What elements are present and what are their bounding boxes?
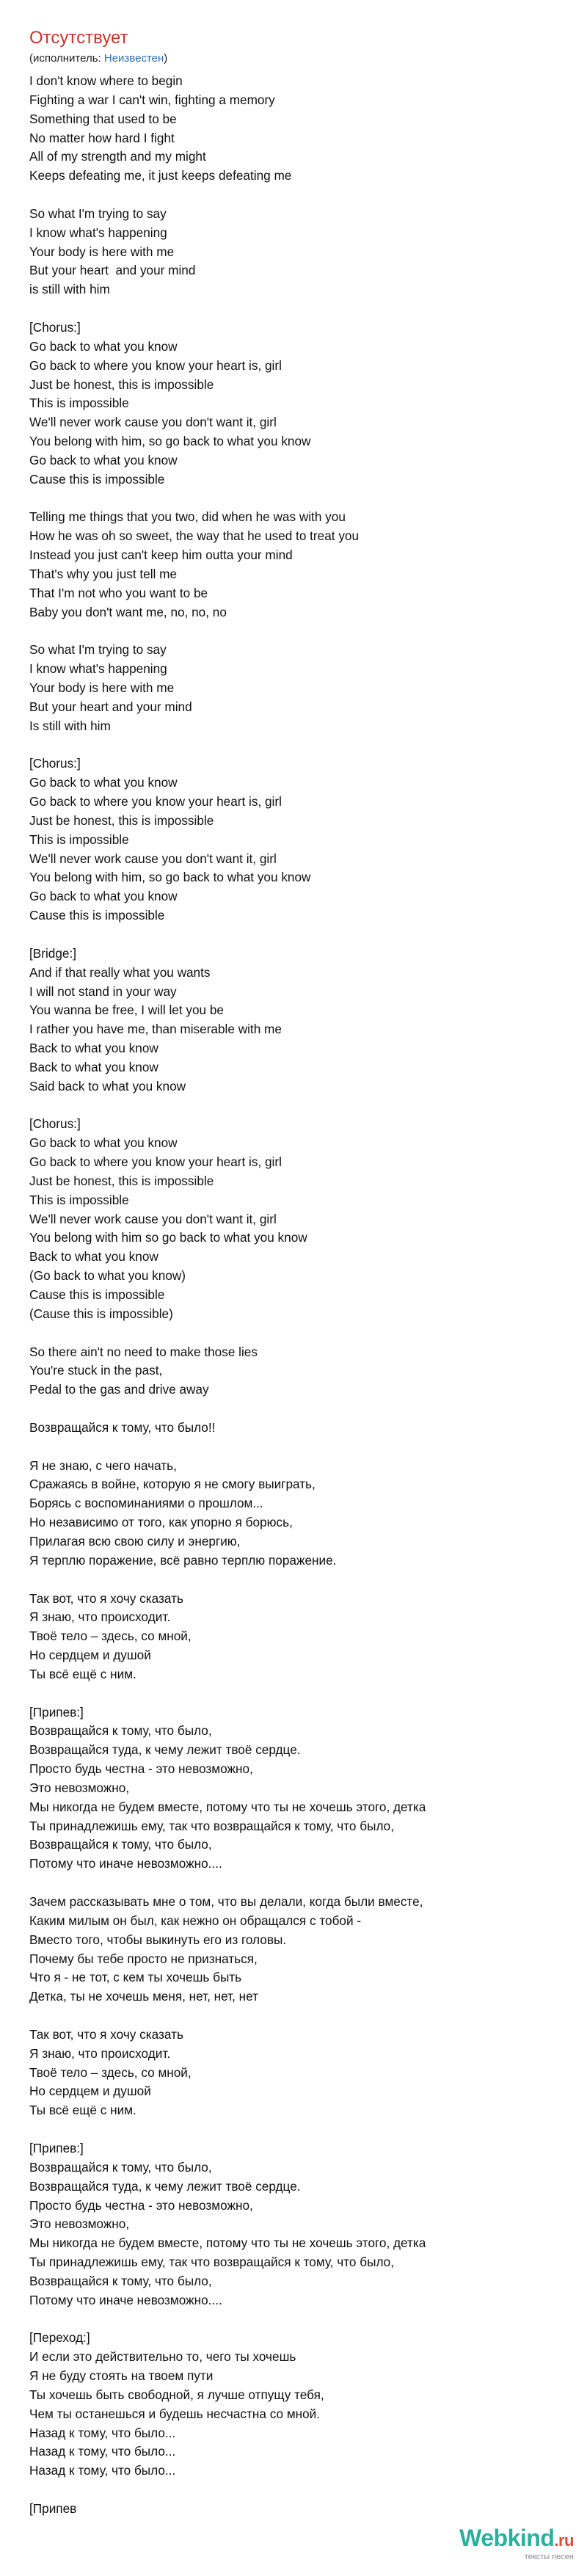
lyric-line: Go back to what you know: [29, 775, 178, 790]
lyric-line: I rather you have me, than miserable with me: [29, 1022, 282, 1037]
lyric-line: Ты всё ещё с ним.: [29, 1666, 136, 1681]
lyric-line: Так вот, что я хочу сказать: [29, 1590, 183, 1606]
stanza-break: [29, 299, 558, 319]
lyric-line: Возвращайся к тому, что было,: [29, 2273, 212, 2288]
lyric-line: You belong with him, so go back to what you know: [29, 870, 311, 885]
lyric-line: So what I'm trying to say: [29, 205, 167, 221]
lyric-line: This is impossible: [29, 832, 129, 847]
lyric-line: Baby you don't want me, no, no, no: [29, 604, 227, 619]
lyrics-text: [29, 72, 558, 2519]
lyric-line: Go back to where you know your heart is, girl: [29, 794, 282, 809]
lyric-line: [Chorus:]: [29, 1116, 81, 1132]
lyric-line: Go back to where you know your heart is, girl: [29, 357, 282, 373]
lyric-line: You belong with him so go back to what you know: [29, 1230, 307, 1245]
lyric-line: That's why you just tell me: [29, 566, 178, 581]
lyric-line: Pedal to the gas and drive away: [29, 1382, 209, 1397]
lyric-line: I know what's happening: [29, 661, 167, 677]
artist-prefix: (исполнитель:: [29, 52, 104, 65]
lyric-line: [Припев:]: [29, 2140, 84, 2155]
lyric-line: All of my strength and my might: [29, 149, 206, 164]
lyric-line: Go back to what you know: [29, 452, 178, 467]
lyric-line: [Chorus:]: [29, 756, 81, 771]
lyric-line: Твоё тело – здесь, со мной,: [29, 1629, 192, 1644]
lyric-line: Back to what you know: [29, 1041, 158, 1056]
lyric-line: Чем ты останешься и будешь несчастна со мной.: [29, 2406, 321, 2421]
lyric-line: Что я - не тот, с кем ты хочешь быть: [29, 1970, 242, 1985]
lyric-line: [Припев:]: [29, 1704, 84, 1720]
lyric-line: [Переход:]: [29, 2330, 90, 2346]
lyric-line: Я терплю поражение, всё равно терплю поражение.: [29, 1552, 337, 1568]
lyric-line: We'll never work cause you don't want it, girl: [29, 851, 277, 866]
stanza-break: [29, 2120, 558, 2139]
lyric-line: Is still with him: [29, 718, 111, 733]
lyric-line: But your heart and your mind: [29, 263, 196, 278]
lyric-line: I will not stand in your way: [29, 983, 177, 999]
lyric-line: You're stuck in the past,: [29, 1363, 163, 1378]
lyric-line: We'll never work cause you don't want it, girl: [29, 415, 277, 430]
lyric-line: How he was oh so sweet, the way that he used to treat you: [29, 528, 360, 544]
artist-line: [29, 52, 167, 65]
lyric-line: Зачем рассказывать мне о том, что вы делали, когда были вместе,: [29, 1894, 423, 1909]
lyric-line: Мы никогда не будем вместе, потому что ты не хочешь этого, детка: [29, 1799, 426, 1814]
lyric-line: И если это действительно то, чего ты хочешь: [29, 2349, 296, 2365]
lyric-line: Я знаю, что происходит.: [29, 2045, 171, 2061]
lyric-line: Back to what you know: [29, 1059, 158, 1074]
lyric-line: Но сердцем и душой: [29, 1648, 151, 1663]
lyric-line: Cause this is impossible: [29, 908, 165, 923]
stanza-break: [29, 1571, 558, 1590]
lyric-line: Go back to what you know: [29, 1135, 178, 1151]
lyric-line: I know what's happening: [29, 225, 167, 240]
lyric-line: Назад к тому, что было...: [29, 2425, 176, 2440]
lyric-line: Возвращайся к тому, что было,: [29, 2159, 212, 2175]
lyric-line: Это невозможно,: [29, 1780, 130, 1795]
lyric-line: This is impossible: [29, 1192, 129, 1207]
lyric-line: Просто будь честна - это невозможно,: [29, 2197, 253, 2213]
lyric-line: Instead you just can't keep him outta your mind: [29, 547, 293, 563]
lyric-line: [Chorus:]: [29, 319, 81, 335]
logo-tld: .ru: [554, 2531, 574, 2550]
lyric-line: [Bridge:]: [29, 945, 77, 961]
lyric-line: Just be honest, this is impossible: [29, 376, 214, 392]
lyric-line: Я знаю, что происходит.: [29, 1609, 171, 1625]
artist-link[interactable]: Неизвестен: [103, 52, 164, 65]
lyric-line: Ты принадлежишь ему, так что возвращайся к тому, что было,: [29, 2255, 395, 2270]
lyric-line: So there ain't no need to make those lies: [29, 1344, 258, 1359]
lyric-line: Это невозможно,: [29, 2216, 130, 2232]
lyric-line: (Cause this is impossible): [29, 1306, 173, 1321]
lyric-line: I don't know where to begin: [29, 73, 183, 88]
lyric-line: Something that used to be: [29, 111, 177, 126]
lyric-line: We'll never work cause you don't want it, girl: [29, 1211, 277, 1226]
lyric-line: So what I'm trying to say: [29, 642, 167, 658]
stanza-break: [29, 1684, 558, 1703]
lyric-line: Cause this is impossible: [29, 471, 165, 487]
lyric-line: is still with him: [29, 282, 110, 297]
lyric-line: You belong with him, so go back to what you know: [29, 434, 311, 449]
lyric-line: Детка, ты не хочешь меня, нет, нет, нет: [29, 1989, 259, 2004]
lyric-line: Потому что иначе невозможно....: [29, 1856, 222, 1871]
lyric-line: Вместо того, чтобы выкинуть его из головы.: [29, 1932, 287, 1947]
lyric-line: Почему бы тебе просто не признаться,: [29, 1951, 258, 1966]
lyric-line: Мы никогда не будем вместе, потому что ты не хочешь этого, детка: [29, 2235, 426, 2251]
lyric-line: Прилагая всю свою силу и энергию,: [29, 1533, 241, 1549]
stanza-break: [29, 925, 558, 945]
lyric-line: Telling me things that you two, did when he was with you: [29, 509, 346, 525]
logo-brand: Webkind: [459, 2525, 555, 2551]
lyric-line: [Припев: [29, 2501, 77, 2516]
lyric-line: Ты всё ещё с ним.: [29, 2103, 136, 2118]
stanza-break: [29, 1324, 558, 1343]
lyric-line: Ты принадлежишь ему, так что возвращайся к тому, что было,: [29, 1818, 395, 1833]
site-logo[interactable]: [459, 2525, 574, 2562]
lyric-line: Но сердцем и душой: [29, 2084, 151, 2099]
lyric-line: Твоё тело – здесь, со мной,: [29, 2064, 192, 2080]
lyric-line: That I'm not who you want to be: [29, 585, 208, 600]
lyric-line: This is impossible: [29, 396, 129, 411]
lyric-line: Just be honest, this is impossible: [29, 812, 214, 828]
lyric-line: Потому что иначе невозможно....: [29, 2292, 222, 2307]
stanza-break: [29, 490, 558, 509]
song-title: Отсутствует: [29, 28, 128, 48]
lyric-line: Go back to what you know: [29, 889, 178, 904]
lyric-line: Я не знаю, с чего начать,: [29, 1458, 177, 1473]
stanza-break: [29, 736, 558, 755]
lyric-line: Go back to what you know: [29, 338, 178, 354]
lyric-line: Просто будь честна - это невозможно,: [29, 1761, 253, 1777]
lyric-line: Your body is here with me: [29, 680, 175, 695]
lyric-line: Назад к тому, что было...: [29, 2463, 176, 2478]
stanza-break: [29, 622, 558, 641]
lyric-line: Said back to what you know: [29, 1078, 186, 1094]
lyric-line: Так вот, что я хочу сказать: [29, 2026, 183, 2042]
lyric-line: Your body is here with me: [29, 244, 175, 259]
lyric-line: Возвращайся к тому, что было,: [29, 1723, 212, 1739]
lyric-line: Go back to where you know your heart is, girl: [29, 1154, 282, 1170]
lyric-line: Возвращайся к тому, что было!!: [29, 1419, 216, 1435]
lyric-line: No matter how hard I fight: [29, 130, 175, 145]
stanza-break: [29, 1438, 558, 1457]
lyric-line: Keeps defeating me, it just keeps defeating me: [29, 168, 292, 183]
lyric-line: And if that really what you wants: [29, 964, 211, 980]
lyric-line: Назад к тому, что было...: [29, 2444, 176, 2459]
lyric-line: But your heart and your mind: [29, 699, 192, 714]
lyric-line: Я не буду стоять на твоем пути: [29, 2368, 214, 2384]
lyric-line: Возвращайся туда, к чему лежит твоё сердце.: [29, 1742, 301, 1758]
lyric-line: Ты хочешь быть свободной, я лучше отпущу тебя,: [29, 2387, 324, 2402]
artist-suffix: ): [164, 52, 168, 65]
lyric-line: Back to what you know: [29, 1249, 158, 1265]
lyric-line: (Go back to what you know): [29, 1268, 186, 1284]
stanza-break: [29, 1400, 558, 1419]
logo-tagline: тексты песен: [524, 2553, 574, 2561]
stanza-break: [29, 186, 558, 205]
lyric-line: Сражаясь в войне, которую я не смогу выиграть,: [29, 1477, 316, 1492]
stanza-break: [29, 1874, 558, 1893]
lyric-line: Возвращайся туда, к чему лежит твоё сердце.: [29, 2178, 301, 2194]
stanza-break: [29, 2006, 558, 2026]
stanza-break: [29, 2310, 558, 2329]
lyric-line: Каким милым он был, как нежно он обращался с тобой -: [29, 1913, 362, 1928]
lyric-line: You wanna be free, I will let you be: [29, 1003, 224, 1018]
lyric-line: Cause this is impossible: [29, 1287, 165, 1302]
lyric-line: Fighting a war I can't win, fighting a memory: [29, 92, 275, 107]
lyric-line: Возвращайся к тому, что было,: [29, 1837, 212, 1852]
lyric-line: Но независимо от того, как упорно я борюсь,: [29, 1515, 293, 1530]
lyric-line: Борясь с воспоминаниями о прошлом...: [29, 1496, 263, 1511]
stanza-break: [29, 2481, 558, 2500]
logo-wordmark: [459, 2525, 574, 2554]
lyric-line: Just be honest, this is impossible: [29, 1173, 214, 1188]
stanza-break: [29, 1096, 558, 1116]
